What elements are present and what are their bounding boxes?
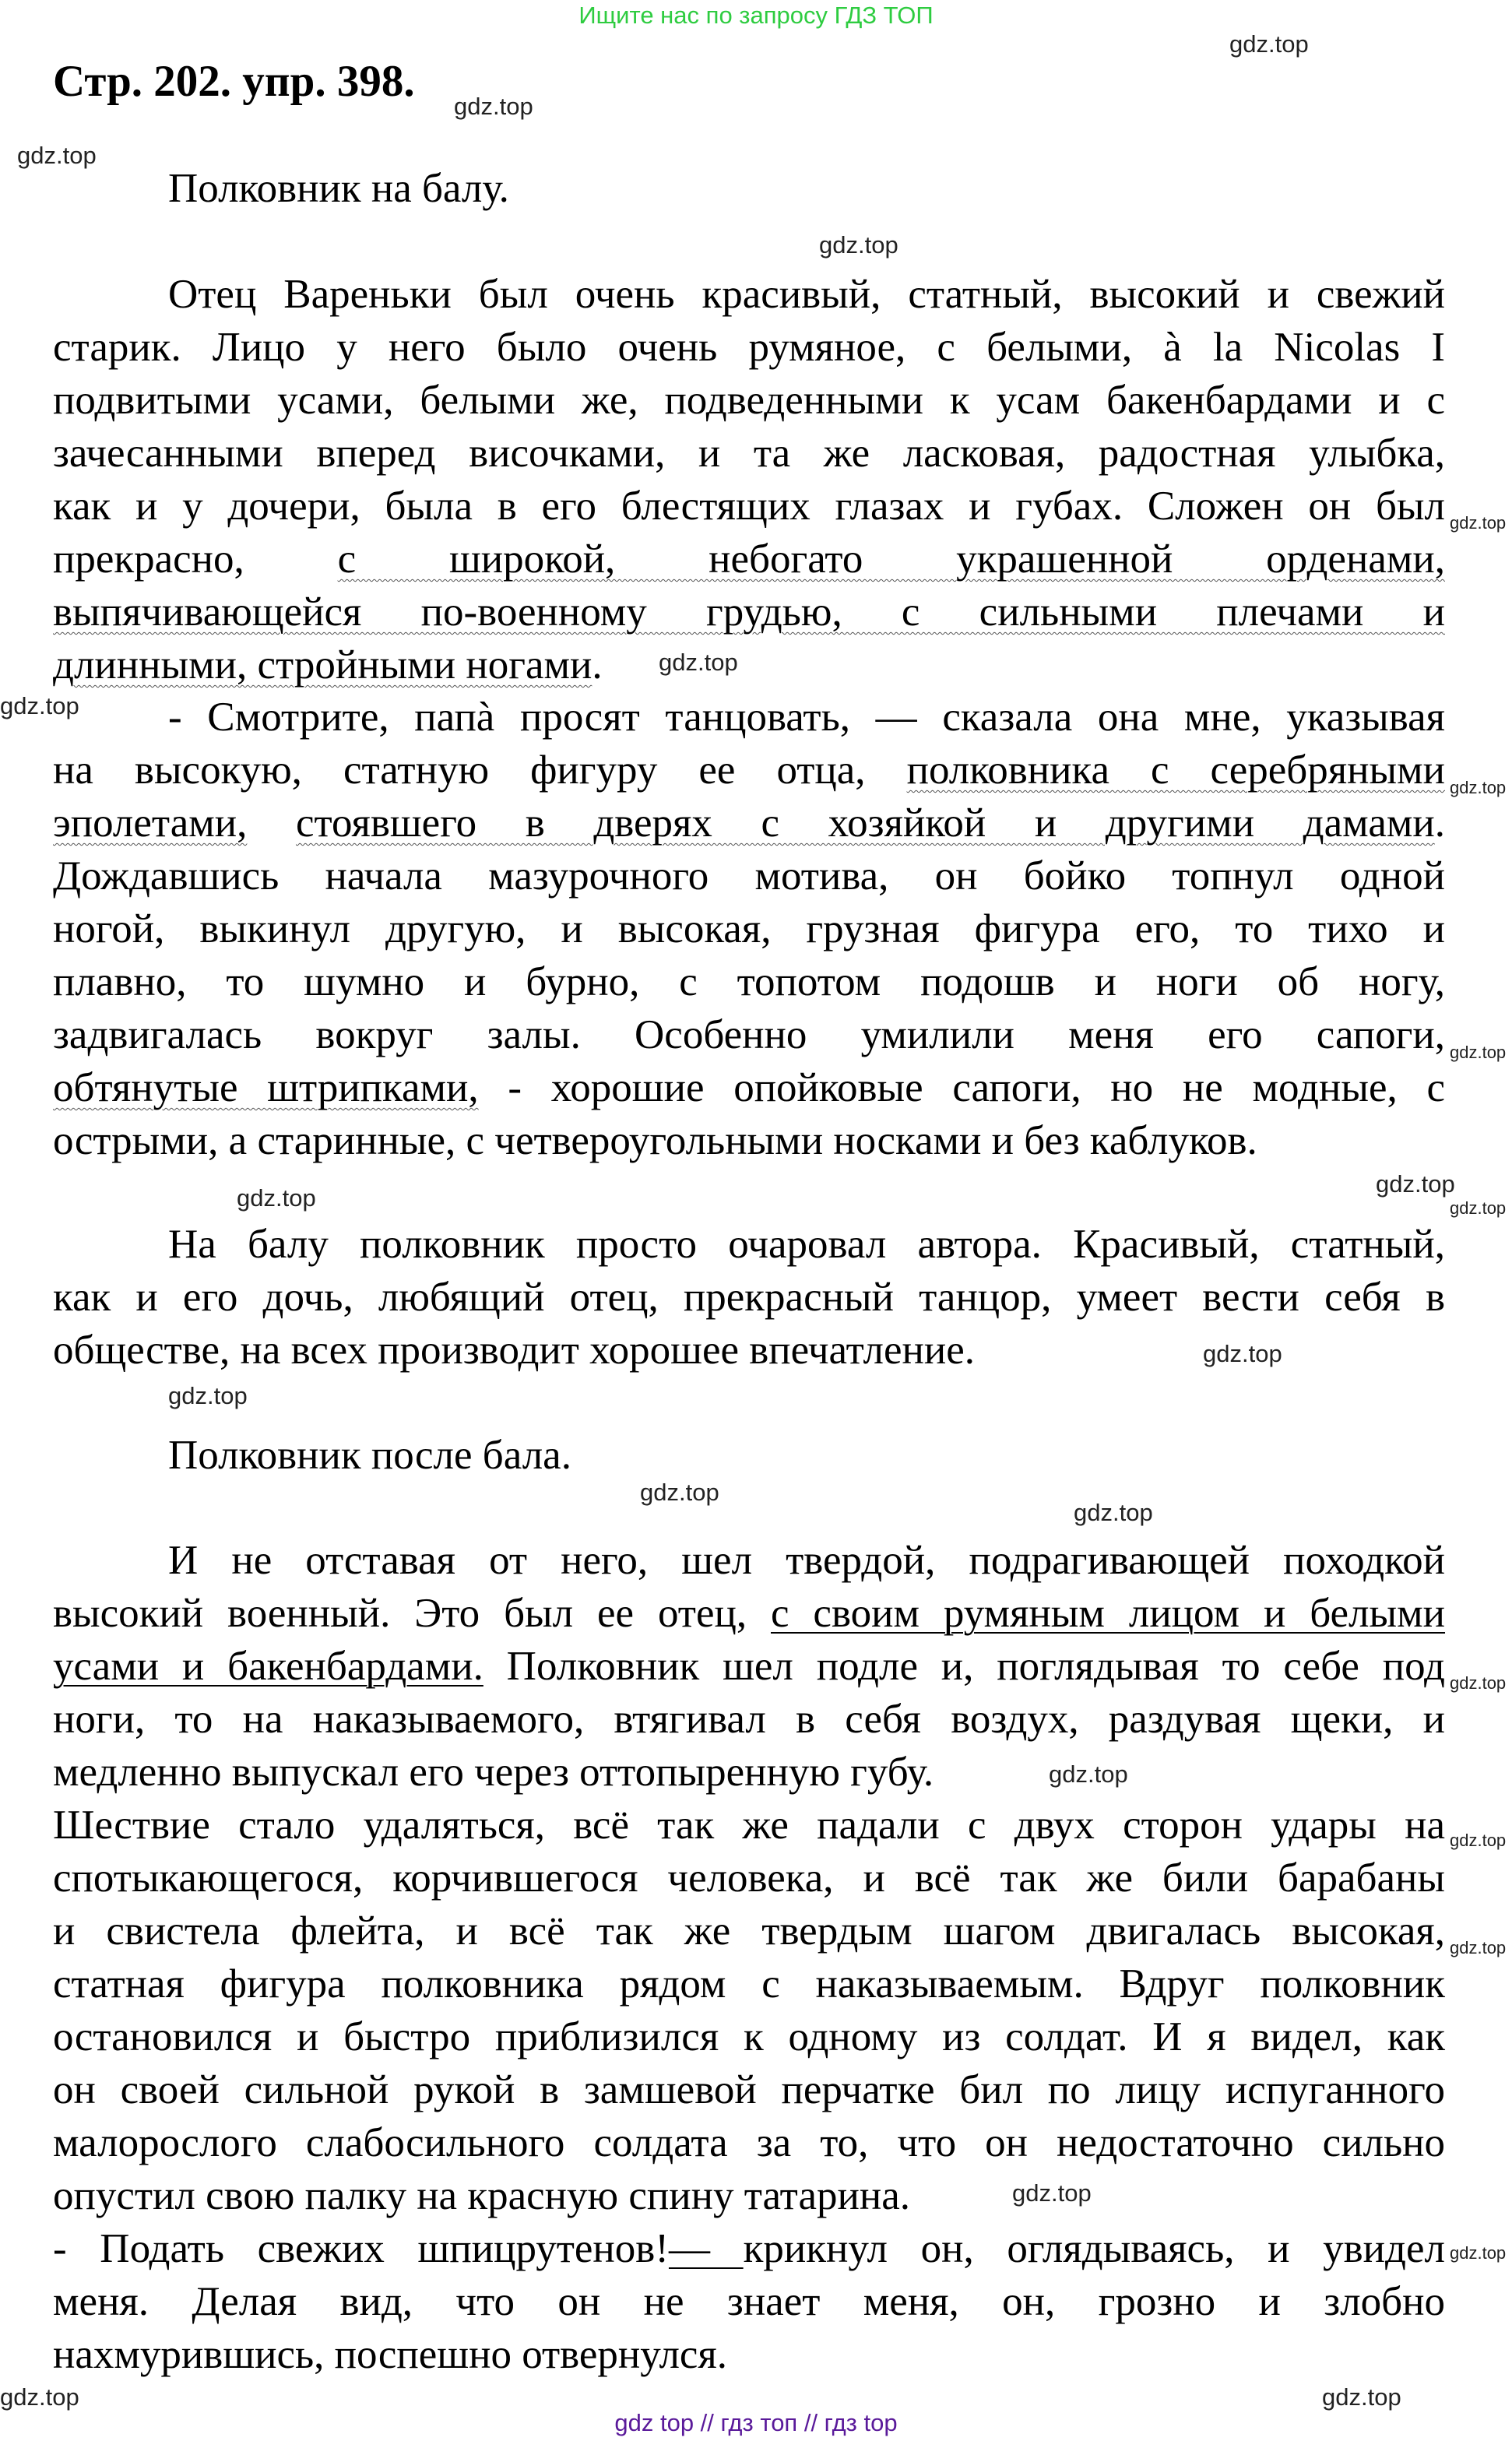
watermark: gdz.top bbox=[1322, 2383, 1401, 2411]
underlined-phrase: — bbox=[668, 2226, 744, 2271]
text-line bbox=[53, 638, 603, 691]
watermark: gdz.top bbox=[237, 1184, 316, 1212]
text-span: остановился и быстро приблизился к одному из солдат. И я видел, как bbox=[53, 2014, 1445, 2059]
watermark: gdz.top bbox=[1450, 778, 1507, 797]
text-span: И не отставая от него, шел твердой, подрагивающей походкой bbox=[168, 1538, 1445, 1583]
paragraph bbox=[53, 268, 1445, 691]
text-span: нахмурившись, поспешно отвернулся. bbox=[53, 2332, 728, 2377]
watermark: gdz.top bbox=[454, 93, 533, 120]
text-span: крикнул он, оглядываясь, и увидел bbox=[743, 2226, 1445, 2271]
watermark: gdz.top bbox=[1450, 1043, 1507, 1062]
text-line bbox=[53, 427, 1445, 480]
text-span: Шествие стало удаляться, всё так же падали с двух сторон удары на bbox=[53, 1803, 1445, 1848]
text-span: старик. Лицо у него было очень румяное, с белыми, à la Nicolas I bbox=[53, 325, 1445, 370]
text-line bbox=[53, 1271, 1445, 1324]
watermark: gdz.top bbox=[1074, 1499, 1153, 1526]
text-line bbox=[53, 1957, 1445, 2010]
underlined-phrase: с широкой, небогато украшенной орденами, bbox=[337, 536, 1445, 582]
text-line bbox=[53, 1008, 1445, 1061]
text-span: - хорошие опойковые сапоги, но не модные, с bbox=[478, 1065, 1446, 1110]
watermark: gdz.top bbox=[1450, 1198, 1507, 1218]
text-line bbox=[53, 374, 1445, 427]
text-span: подвитыми усами, белыми же, подведенными к усам бакенбардами и с bbox=[53, 378, 1445, 423]
underlined-phrase: выпячивающейся по-военному грудью, с сильными плечами и bbox=[53, 589, 1445, 635]
text-span: опустил свою палку на красную спину татарина. bbox=[53, 2173, 910, 2218]
page-title: Стр. 202. упр. 398. bbox=[53, 57, 415, 106]
text-line bbox=[53, 1114, 1257, 1167]
text-span: высокий военный. Это был ее отец, bbox=[53, 1591, 771, 1636]
text-line bbox=[53, 2010, 1445, 2063]
text-line bbox=[53, 1324, 975, 1377]
text-span: Отец Вареньки был очень красивый, статный, высокий и свежий bbox=[168, 272, 1445, 317]
text-span: ноги, то на наказываемого, втягивал в себя воздух, раздувая щеки, и bbox=[53, 1697, 1445, 1742]
text-span: острыми, а старинные, с четвероугольными носками и без каблуков. bbox=[53, 1118, 1257, 1163]
text-span: прекрасно, bbox=[53, 536, 338, 582]
text-line bbox=[53, 1640, 1445, 1693]
text-span: Дождавшись начала мазурочного мотива, он бойко топнул одной bbox=[53, 853, 1445, 899]
underlined-phrase: длинными, стройными ногами bbox=[53, 642, 592, 688]
text-span: ногой, выкинул другую, и высокая, грузная фигура его, то тихо и bbox=[53, 906, 1445, 951]
paragraph bbox=[53, 1534, 1445, 2381]
section-heading-ball: Полковник на балу. bbox=[168, 166, 509, 211]
watermark: gdz.top bbox=[1450, 513, 1507, 533]
watermark: gdz.top bbox=[1450, 1673, 1507, 1693]
paragraph bbox=[53, 691, 1445, 1167]
watermark: gdz.top bbox=[0, 692, 79, 719]
text-line bbox=[53, 1852, 1445, 1905]
text-span: . bbox=[1434, 800, 1446, 846]
text-line bbox=[168, 691, 1445, 744]
watermark: gdz.top bbox=[819, 231, 898, 259]
text-line bbox=[53, 2275, 1445, 2328]
text-line bbox=[53, 480, 1445, 533]
text-line bbox=[53, 849, 1445, 902]
text-span: - Подать свежих шпицрутенов! bbox=[53, 2226, 669, 2271]
text-line bbox=[168, 1218, 1445, 1271]
text-span: он своей сильной рукой в замшевой перчатке бил по лицу испуганного bbox=[53, 2067, 1445, 2112]
text-line bbox=[53, 2116, 1445, 2169]
text-span: задвигалась вокруг залы. Особенно умилили меня его сапоги, bbox=[53, 1012, 1445, 1057]
text-span: медленно выпускал его через оттопыренную губу. bbox=[53, 1750, 934, 1795]
watermark: gdz.top bbox=[168, 1382, 248, 1409]
search-banner[interactable]: Ищите нас по запросу ГДЗ ТОП bbox=[578, 2, 934, 29]
underlined-phrase: с своим румяным лицом и белыми bbox=[771, 1591, 1446, 1636]
text-line bbox=[53, 2063, 1445, 2116]
watermark: gdz.top bbox=[1376, 1170, 1455, 1198]
watermark: gdz.top bbox=[659, 649, 738, 676]
section-heading-after-ball: Полковник после бала. bbox=[168, 1433, 571, 1478]
text-span: зачесанными вперед височками, и та же ласковая, радостная улыбка, bbox=[53, 431, 1445, 476]
text-span: - Смотрите, папà просят танцовать, — сказала она мне, указывая bbox=[168, 695, 1445, 740]
watermark: gdz.top bbox=[0, 2383, 79, 2411]
text-span: обществе, на всех производит хорошее впечатление. bbox=[53, 1328, 975, 1373]
text-span: и свистела флейта, и всё так же твердым шагом двигалась высокая, bbox=[53, 1908, 1445, 1954]
text-line bbox=[53, 2328, 727, 2381]
text-line bbox=[53, 533, 1445, 586]
text-line bbox=[53, 1746, 934, 1799]
text-line bbox=[53, 1799, 1445, 1852]
text-span bbox=[247, 800, 296, 846]
text-span: плавно, то шумно и бурно, с топотом подошв и ноги об ногу, bbox=[53, 959, 1445, 1004]
text-span: спотыкающегося, корчившегося человека, и всё так же били барабаны bbox=[53, 1855, 1445, 1901]
underlined-phrase: стоявшего в дверях с хозяйкой и другими дамами bbox=[295, 800, 1435, 846]
text-line bbox=[53, 321, 1445, 374]
text-span: На балу полковник просто очаровал автора. Красивый, статный, bbox=[168, 1222, 1445, 1267]
watermark: gdz.top bbox=[640, 1479, 719, 1506]
text-line bbox=[53, 1061, 1445, 1114]
text-line bbox=[53, 2222, 1445, 2275]
text-line bbox=[53, 1905, 1445, 1957]
text-line bbox=[53, 955, 1445, 1008]
text-span: на высокую, статную фигуру ее отца, bbox=[53, 747, 907, 793]
text-span: . bbox=[592, 642, 603, 688]
watermark: gdz.top bbox=[1450, 1831, 1507, 1850]
text-span: как и у дочери, была в его блестящих глазах и губах. Сложен он был bbox=[53, 484, 1445, 529]
text-line bbox=[168, 268, 1445, 321]
underlined-phrase: эполетами, bbox=[53, 800, 248, 846]
text-span: малорослого слабосильного солдата за то, что он недостаточно сильно bbox=[53, 2120, 1445, 2165]
footer-links[interactable]: gdz top // гдз топ // гдз top bbox=[614, 2409, 898, 2436]
text-line bbox=[53, 586, 1445, 638]
text-line bbox=[53, 902, 1445, 955]
text-span: статная фигура полковника рядом с наказываемым. Вдруг полковник bbox=[53, 1961, 1445, 2007]
watermark: gdz.top bbox=[17, 142, 97, 169]
watermark: gdz.top bbox=[1450, 2243, 1507, 2263]
watermark: gdz.top bbox=[1012, 2179, 1092, 2207]
underlined-phrase: обтянутые штрипками, bbox=[53, 1065, 479, 1110]
watermark: gdz.top bbox=[1203, 1340, 1282, 1367]
text-line bbox=[53, 2169, 910, 2222]
text-line bbox=[53, 797, 1445, 849]
text-line bbox=[53, 1693, 1445, 1746]
watermark: gdz.top bbox=[1229, 30, 1309, 58]
underlined-phrase: полковника с серебряными bbox=[906, 747, 1445, 793]
text-line bbox=[53, 1587, 1445, 1640]
text-line bbox=[168, 1534, 1445, 1587]
text-line bbox=[53, 744, 1445, 797]
text-span: Полковник шел подле и, поглядывая то себе под bbox=[483, 1644, 1446, 1689]
underlined-phrase: усами и бакенбардами. bbox=[53, 1644, 483, 1689]
watermark: gdz.top bbox=[1049, 1760, 1128, 1788]
text-span: меня. Делая вид, что он не знает меня, он, грозно и злобно bbox=[53, 2279, 1445, 2324]
watermark: gdz.top bbox=[1450, 1938, 1507, 1957]
text-span: как и его дочь, любящий отец, прекрасный танцор, умеет вести себя в bbox=[53, 1275, 1445, 1320]
